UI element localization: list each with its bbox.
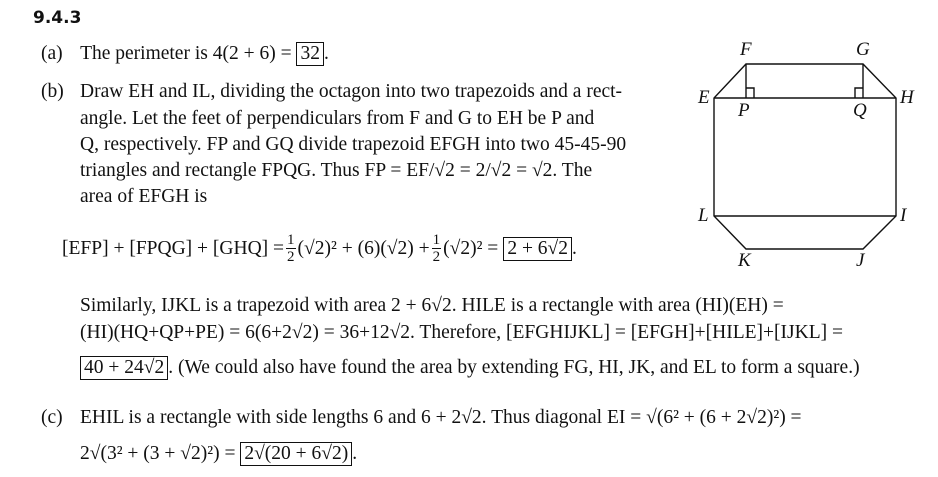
label-F: F: [740, 39, 752, 60]
part-a: [41, 41, 329, 67]
label-Q: Q: [853, 100, 867, 121]
fraction-half-1: $\frac{1}{2}$: [287, 232, 295, 265]
right-angle-Q: [855, 88, 863, 98]
part-a-answer: 32: [296, 42, 324, 66]
label-L: L: [698, 205, 709, 226]
part-b-line6: Similarly, IJKL is a trapezoid with area 2 + 6√2. HILE is a rectangle with area (HI)(EH) =: [80, 295, 784, 316]
part-a-text: The perimeter is 4(2 + 6) =: [80, 43, 292, 64]
part-b-label: (b): [41, 81, 64, 102]
equation-lhs: [EFP] + [FPQG] + [GHQ] =: [62, 237, 285, 259]
part-c-line2: [80, 441, 357, 467]
part-c-end: .: [352, 443, 358, 464]
octagon-figure: [690, 30, 920, 280]
label-K: K: [738, 250, 751, 271]
label-H: H: [900, 87, 914, 108]
part-a-label: (a): [41, 43, 63, 64]
area-equation: [62, 232, 577, 265]
part-b-line5: area of EFGH is: [80, 186, 208, 207]
fraction-half-2: $\frac{1}{2}$: [432, 232, 441, 265]
part-c-line2-pre: 2√(3² + (3 + √2)²) =: [80, 443, 236, 464]
part-a-end: .: [323, 43, 329, 64]
part-b-line8: [80, 355, 860, 381]
part-b-line4: triangles and rectangle FPQG. Thus FP = EF/√2 = 2/√2 = √2. The: [80, 160, 593, 181]
label-E: E: [698, 87, 710, 108]
part-b-line3: Q, respectively. FP and GQ divide trapezoid EFGH into two 45-45-90: [80, 134, 627, 155]
label-P: P: [738, 100, 750, 121]
part-b-line2: angle. Let the feet of perpendiculars from F and G to EH be P and: [80, 108, 595, 129]
label-G: G: [856, 39, 870, 60]
diagonal-answer: 2√(20 + 6√2): [240, 442, 352, 466]
part-b-line8-rest: . (We could also have found the area by extending FG, HI, JK, and EL to form a square.): [168, 357, 860, 378]
octagon-outline: [714, 64, 896, 249]
equation-end: .: [572, 237, 577, 259]
section-heading: 9.4.3: [33, 8, 82, 28]
label-I: I: [900, 205, 907, 226]
right-angle-P: [746, 88, 754, 98]
part-b-line1: Draw EH and IL, dividing the octagon into two trapezoids and a rect-: [80, 81, 623, 102]
equation-term1: (√2)² + (6)(√2) +: [297, 237, 430, 259]
total-area-answer: 40 + 24√2: [80, 356, 168, 380]
label-J: J: [856, 250, 865, 271]
equation-answer: 2 + 6√2: [503, 237, 572, 261]
part-c-label: (c): [41, 407, 63, 428]
part-c-line1: EHIL is a rectangle with side lengths 6 and 6 + 2√2. Thus diagonal EI = √(6² + (6 + 2√2)²) =: [80, 407, 802, 428]
equation-term2: (√2)² =: [443, 237, 499, 259]
part-b-line7: (HI)(HQ+QP+PE) = 6(6+2√2) = 36+12√2. Therefore, [EFGHIJKL] = [EFGH]+[HILE]+[IJKL] =: [80, 322, 843, 343]
